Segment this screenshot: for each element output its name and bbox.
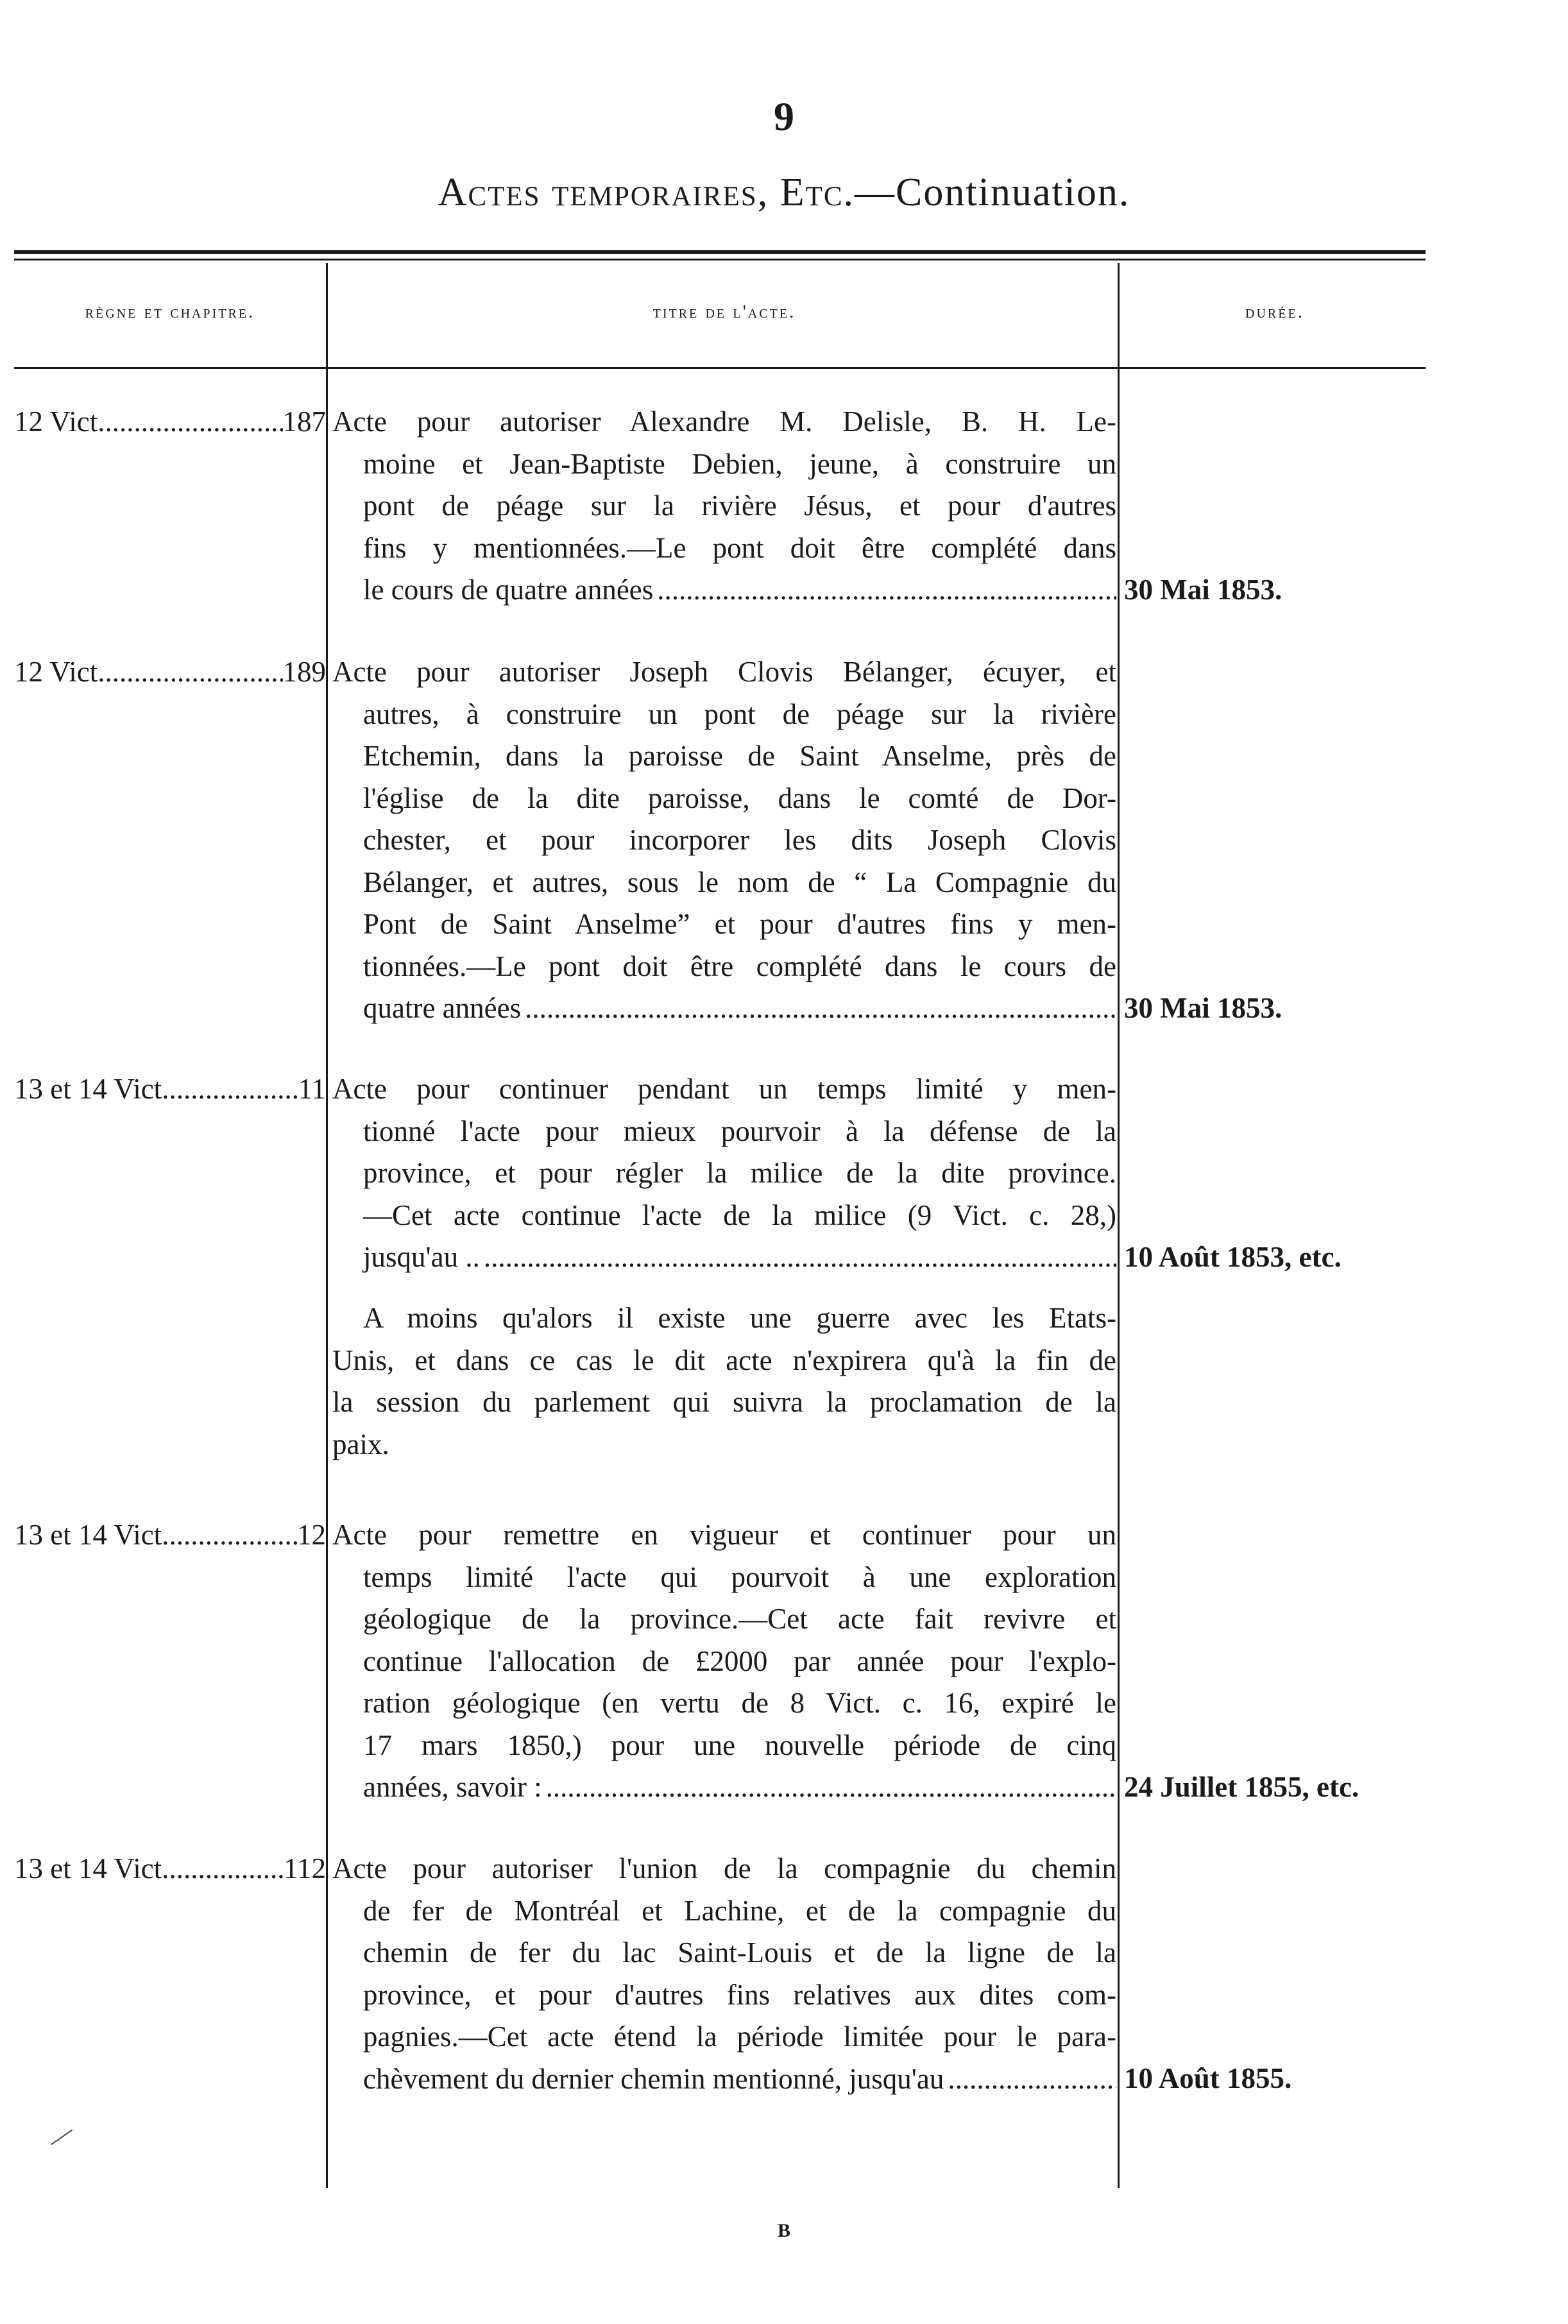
entry-reign: 12 Vict ..... 189: [14, 651, 326, 694]
entry-title: Acte pour autoriser Alexandre M. Delisle, B. H. Le- moine et Jean-Baptiste Debien, jeune, à construire un pont de péage sur la rivière Jésus, et pour d'autres fins y mentionnées.—Le pont doit être complété dans le cours de quatre années .....: [332, 401, 1116, 611]
entry-reign: 12 Vict ..... 187: [14, 401, 326, 443]
entry-title: Acte pour remettre en vigueur et continuer pour un temps limité l'acte qui pourvoit à une exploration géologique de la province.—Cet acte fait revivre et continue l'allocation de £2000 par année pour l'explo- ration géologique (en vertu de 8 Vict. c. 16, expiré le 17 mars 1850,) pour une nouvelle période de cinq années, savoir : .....: [332, 1514, 1116, 1809]
entry-duration: 30 Mai 1853.: [1124, 992, 1283, 1024]
entry-duration: 30 Mai 1853.: [1124, 574, 1283, 606]
column-header-duration: durée.: [1245, 302, 1304, 322]
entry-title: Acte pour continuer pendant un temps limité y men- tionné l'acte pour mieux pourvoir à la défense de la province, et pour régler la milice de la dite province. —Cet acte continue l'acte de la milice (9 Vict. c. 28,) jusqu'au .. .....: [332, 1068, 1116, 1279]
entry-title: Acte pour autoriser l'union de la compagnie du chemin de fer de Montréal et Lachine, et de la compagnie du chemin de fer du lac Saint-Louis et de la ligne de la province, et pour d'autres fins relatives aux dites com- pagnies.—Cet acte étend la période limitée pour le para- chèvement du dernier chemin mentionné, jusqu'au .....: [332, 1848, 1116, 2100]
signature-mark: B: [777, 2220, 790, 2241]
entry-title: Acte pour autoriser Joseph Clovis Bélanger, écuyer, et autres, à construire un pont de péage sur la rivière Etchemin, dans la paroisse de Saint Anselme, près de l'église de la dite paroisse, dans le comté de Dor- chester, et pour incorporer les dits Joseph Clovis Bélanger, et autres, sous le nom de “ La Compagnie du Pont de Saint Anselme” et pour d'autres fins y men- tionnées.—Le pont doit être complété dans le cours de quatre années .....: [332, 651, 1116, 1030]
entry-reign: 13 et 14 Vict ..... 12: [14, 1514, 326, 1557]
page-title-rest: —Continuation.: [855, 171, 1130, 214]
column-header-title: titre de l'acte.: [652, 302, 796, 322]
column-divider-right: [1118, 263, 1120, 2188]
page-title-caps: Actes temporaires, Etc.: [438, 171, 855, 214]
entry-note: A moins qu'alors il existe une guerre avec les Etats- Unis, et dans ce cas le dit acte n'expirera qu'à la fin de la session du parlement qui suivra la proclamation de la paix.: [332, 1302, 1116, 1460]
entry-duration: 24 Juillet 1855, etc.: [1124, 1771, 1359, 1803]
header-double-rule: [14, 250, 1426, 261]
entry-duration: 10 Août 1855.: [1124, 2062, 1292, 2094]
column-header-reign: règne et chapitre.: [85, 302, 255, 322]
entry-reign: 13 et 14 Vict ..... 11: [14, 1068, 326, 1111]
stray-pen-mark: [51, 2130, 72, 2146]
column-divider-left: [326, 263, 328, 2188]
entry-reign: 13 et 14 Vict. ..... 112: [14, 1848, 326, 1890]
column-header-rule: [14, 367, 1426, 369]
page-title: [0, 170, 1568, 216]
entry-duration: 10 Août 1853, etc.: [1124, 1241, 1342, 1273]
page-number: 9: [774, 94, 794, 139]
